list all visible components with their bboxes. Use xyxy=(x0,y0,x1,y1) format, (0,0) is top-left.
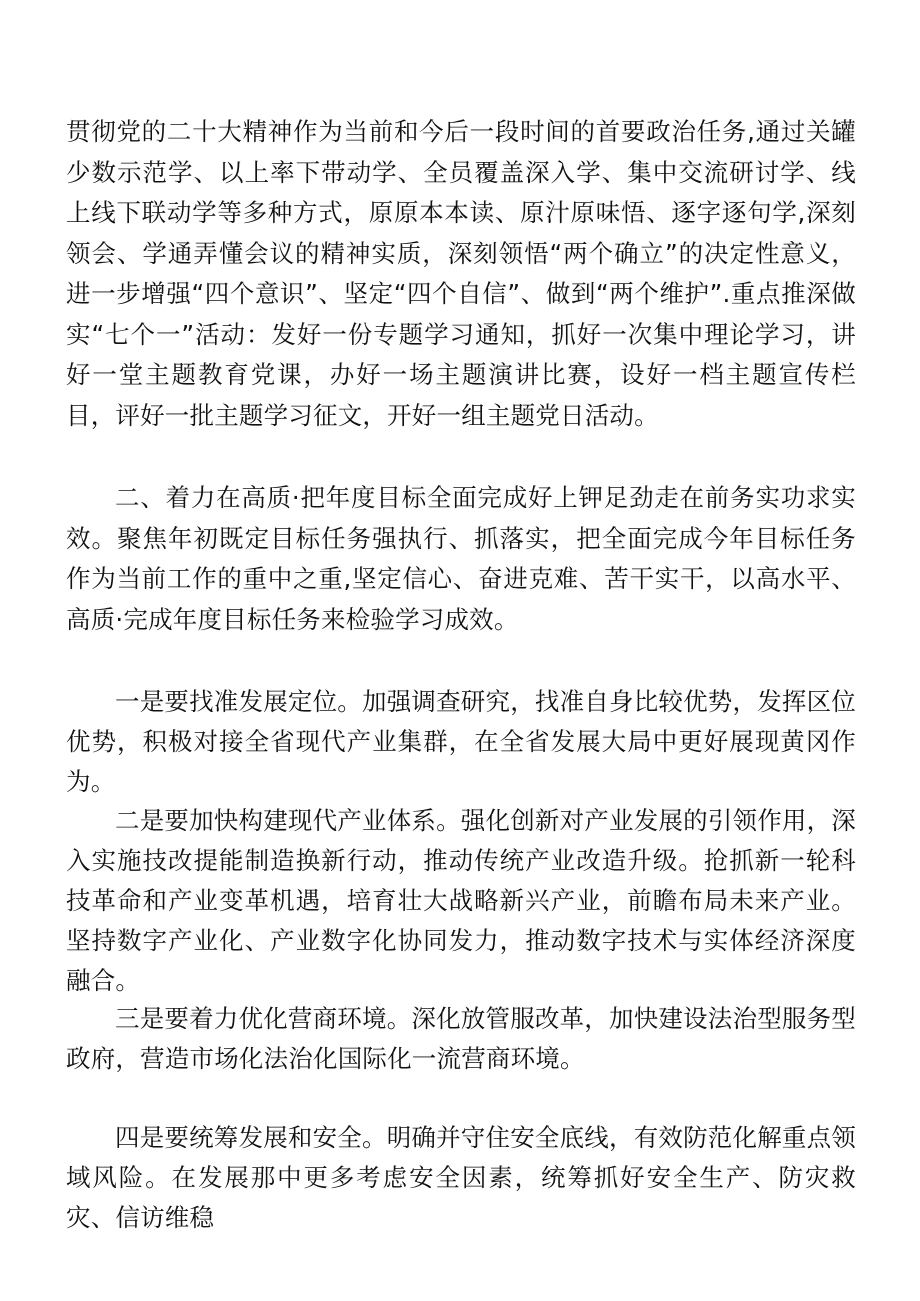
paragraph-development-positioning: 一是要找准发展定位。加强调查研究，找准自身比较优势，发挥区位优势，积极对接全省现代产业集群，在全省发展大局中更好展现黄冈作为。 xyxy=(66,687,856,796)
paragraph-study-tasks: 贯彻党的二十大精神作为当前和今后一段时间的首要政治任务,通过关罐少数示范学、以上率下带动学、全员覆盖深入学、集中交流研讨学、线上线下联动学等多种方式，原原本本读、原汁原味悟、逐字逐句学,深刻领会、学通弄懂会议的精神实质，深刻领悟“两个确立”的决定性意义，进一步增强“四个意识”、坚定“四个自信”、做到“两个维护”.重点推深做实“七个一”活动：发好一份专题学习通知，抓好一次集中理论学习，讲好一堂主题教育党课，办好一场主题演讲比赛，设好一档主题宣传栏目，评好一批主题学习征文，开好一组主题党日活动。 xyxy=(66,117,856,430)
paragraph-development-security: 四是要统筹发展和安全。明确并守住安全底线，有效防范化解重点领域风险。在发展那中更多考虑安全因素，统筹抓好安全生产、防灾救灾、信访维稳 xyxy=(66,1123,856,1232)
paragraph-industry-system: 二是要加快构建现代产业体系。强化创新对产业发展的引领作用，深入实施技改提能制造换新行动，推动传统产业改造升级。抢抓新一轮科技革命和产业变革机遇，培育壮大战略新兴产业，前瞻布局未来产业。坚持数字产业化、产业数字化协同发力，推动数字技术与实体经济深度融合。 xyxy=(66,806,856,995)
paragraph-business-environment: 三是要着力优化营商环境。深化放管服改革，加快建设法治型服务型政府，营造市场化法治化国际化一流营商环境。 xyxy=(66,1004,856,1073)
paragraph-section-two-heading: 二、着力在高质·把年度目标全面完成好上钾足劲走在前务实功求实效。聚焦年初既定目标任务强执行、抓落实，把全面完成今年目标任务作为当前工作的重中之重,坚定信心、奋进克难、苦干实干，以高水平、高质·完成年度目标任务来检验学习成效。 xyxy=(66,483,856,634)
